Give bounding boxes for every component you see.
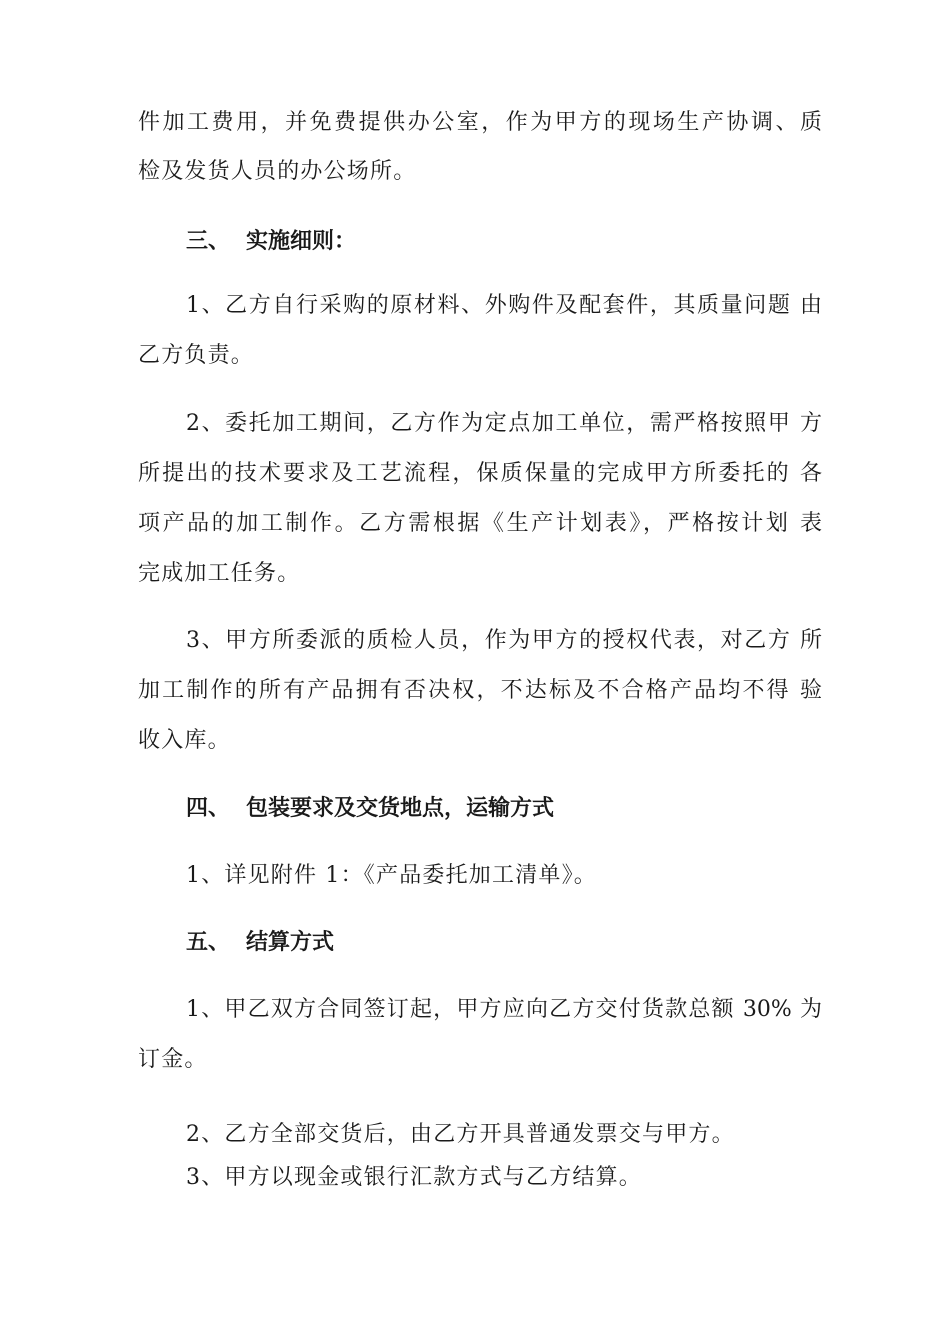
paragraph-line: 所提出的技术要求及工艺流程，保质保量的完成甲方所委托的 各	[138, 461, 822, 486]
paragraph-line: 2、乙方全部交货后，由乙方开具普通发票交与甲方。	[186, 1122, 735, 1147]
section-number: 五、	[186, 930, 231, 955]
paragraph-line: 2、委托加工期间，乙方作为定点加工单位，需严格按照甲 方	[186, 411, 822, 436]
section-title: 包装要求及交货地点，运输方式	[246, 796, 555, 821]
paragraph-line: 3、甲方所委派的质检人员，作为甲方的授权代表，对乙方 所	[186, 628, 822, 653]
paragraph-line: 乙方负责。	[138, 343, 255, 368]
paragraph-line: 完成加工任务。	[138, 561, 301, 586]
paragraph-line: 加工制作的所有产品拥有否决权，不达标及不合格产品均不得 验	[138, 678, 822, 703]
paragraph-line: 3、甲方以现金或银行汇款方式与乙方结算。	[186, 1165, 642, 1190]
section-title: 结算方式	[246, 930, 335, 955]
section-heading-5	[186, 929, 334, 957]
paragraph-line: 项产品的加工制作。乙方需根据《生产计划表》，严格按计划 表	[138, 511, 822, 536]
section-heading-3	[186, 228, 356, 256]
paragraph-line: 订金。	[138, 1047, 208, 1072]
paragraph-line: 收入库。	[138, 728, 231, 753]
section-heading-4	[186, 795, 554, 823]
paragraph-line: 1、甲乙双方合同签订起，甲方应向乙方交付货款总额 30% 为	[186, 997, 822, 1022]
paragraph-line: 件加工费用，并免费提供办公室，作为甲方的现场生产协调、质	[138, 110, 822, 135]
paragraph-line: 1、乙方自行采购的原材料、外购件及配套件，其质量问题 由	[186, 293, 822, 318]
paragraph-line: 检及发货人员的办公场所。	[138, 159, 417, 184]
paragraph-line: 1、详见附件 1：《产品委托加工清单》。	[186, 863, 597, 888]
section-title: 实施细则：	[246, 229, 357, 254]
section-number: 三、	[186, 229, 231, 254]
section-number: 四、	[186, 796, 231, 821]
